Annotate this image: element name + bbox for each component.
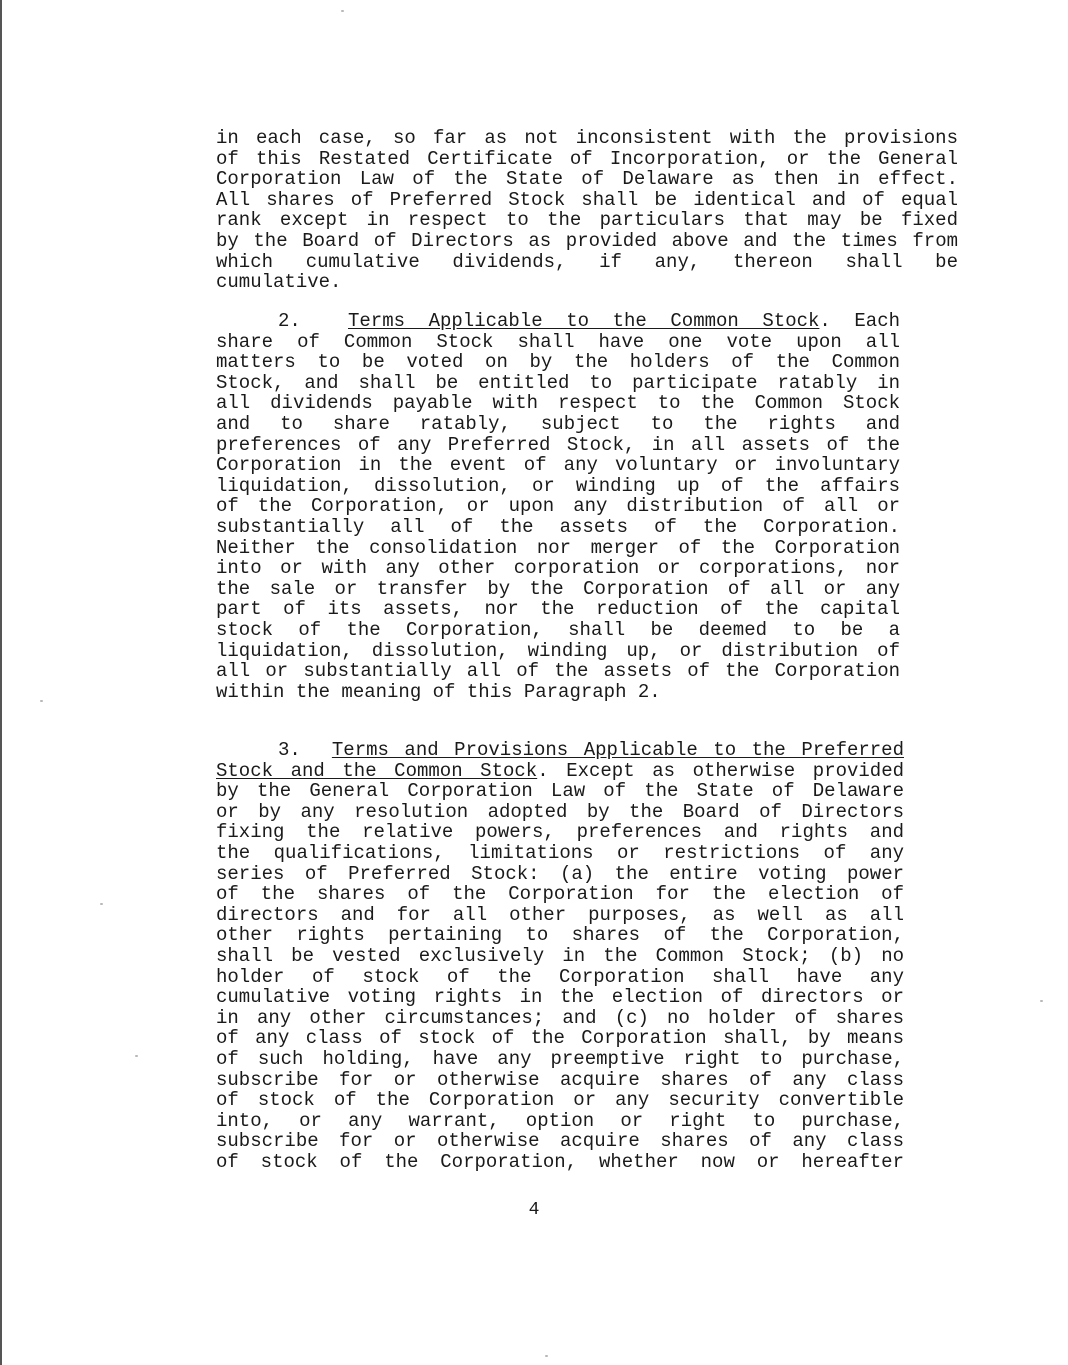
text-line: by the General Corporation Law of the State of Delaware (216, 780, 904, 803)
text-line: the sale or transfer by the Corporation of all or any (216, 577, 900, 600)
section-3-heading-line-2 (216, 761, 904, 782)
text-line: and to share ratably, subject to the rights and (216, 412, 900, 435)
text-line: in any other circumstances; and (c) no holder of shares (216, 1006, 904, 1029)
page-border (0, 0, 2, 1365)
scan-speck (40, 700, 43, 702)
text-line: within the meaning of this Paragraph 2. (216, 680, 661, 703)
text-line: of any class of stock of the Corporation shall, by means (216, 1027, 904, 1050)
text-line: substantially all of the assets of the Corporation. (216, 515, 900, 538)
text-line: directors and for all other purposes, as well as all (216, 903, 904, 926)
text-line: of the shares of the Corporation for the election of (216, 883, 904, 906)
section-3-heading-line (216, 740, 904, 761)
text-line: all dividends payable with respect to the Common Stock (216, 392, 900, 415)
text-line: part of its assets, nor the reduction of the capital (216, 598, 900, 621)
text-line: or by any resolution adopted by the Board of Directors (216, 800, 904, 823)
page-number: 4 (528, 1200, 540, 1220)
scan-speck (545, 1355, 548, 1357)
text-line: matters to be voted on by the holders of the Common (216, 351, 900, 374)
text-line: into or with any other corporation or corporations, nor (216, 557, 900, 580)
section-heading: Terms Applicable to the Common Stock (348, 310, 820, 332)
text-line: the qualifications, limitations or restrictions of any (216, 841, 904, 864)
text-line: cumulative. (216, 271, 342, 294)
text-line: of the Corporation, or upon any distribution of all or (216, 495, 900, 518)
text-line: of stock of the Corporation, whether now or hereafter (216, 1150, 904, 1173)
section-number: 2. (278, 310, 301, 332)
text-line: subscribe for or otherwise acquire shares of any class (216, 1068, 904, 1091)
text-line: holder of stock of the Corporation shall have any (216, 965, 904, 988)
text-line: series of Preferred Stock: (a) the entire voting power (216, 862, 904, 885)
text-line: by the Board of Directors as provided above and the times from (216, 229, 958, 252)
text-line: subscribe for or otherwise acquire shares of any class (216, 1130, 904, 1153)
text-line: stock of the Corporation, shall be deemed to be a (216, 618, 900, 641)
text-line: rank except in respect to the particulars that may be fixed (216, 209, 958, 232)
heading-line-rest: . Except as otherwise provided (537, 759, 905, 782)
text-line: share of Common Stock shall have one vote upon all (216, 330, 900, 353)
section-number: 3. (278, 739, 301, 761)
text-line: Neither the consolidation nor merger of the Corporation (216, 536, 900, 559)
text-line: All shares of Preferred Stock shall be identical and of equal (216, 188, 958, 211)
text-line: in each case, so far as not inconsistent with the provisions (216, 127, 958, 149)
text-line: liquidation, dissolution, winding up, or distribution of (216, 639, 900, 662)
heading-line-rest: . Each (819, 310, 901, 332)
scan-speck (1040, 1000, 1043, 1002)
text-line: Corporation Law of the State of Delaware as then in effect. (216, 168, 958, 191)
text-line: of stock of the Corporation or any security convertible (216, 1089, 904, 1112)
text-line: into, or any warrant, option or right to purchase, (216, 1109, 904, 1132)
text-line: of such holding, have any preemptive right to purchase, (216, 1047, 904, 1070)
scan-speck (341, 10, 344, 12)
scan-speck (100, 903, 103, 905)
section-2-common-stock (216, 311, 900, 702)
scan-speck (135, 1055, 138, 1057)
section-heading-continued: Stock and the Common Stock (216, 759, 538, 782)
section-3-preferred-and-common (216, 740, 904, 1172)
text-line: of this Restated Certificate of Incorporation, or the General (216, 147, 958, 170)
section-heading: Terms and Provisions Applicable to the Preferred (331, 739, 904, 761)
text-line: cumulative voting rights in the election of directors or (216, 986, 904, 1009)
text-line: preferences of any Preferred Stock, in all assets of the (216, 433, 900, 456)
text-line: Corporation in the event of any voluntary or involuntary (216, 454, 900, 477)
text-line: shall be vested exclusively in the Common Stock; (b) no (216, 944, 904, 967)
text-line: fixing the relative powers, preferences and rights and (216, 821, 904, 844)
text-line: which cumulative dividends, if any, thereon shall be (216, 250, 958, 273)
text-line: liquidation, dissolution, or winding up of the affairs (216, 474, 900, 497)
text-line: Stock, and shall be entitled to participate ratably in (216, 371, 900, 394)
text-line: other rights pertaining to shares of the Corporation, (216, 924, 904, 947)
text-line: all or substantially all of the assets of the Corporation (216, 660, 900, 683)
paragraph-continuation (216, 128, 958, 293)
section-2-heading-line (216, 311, 900, 332)
